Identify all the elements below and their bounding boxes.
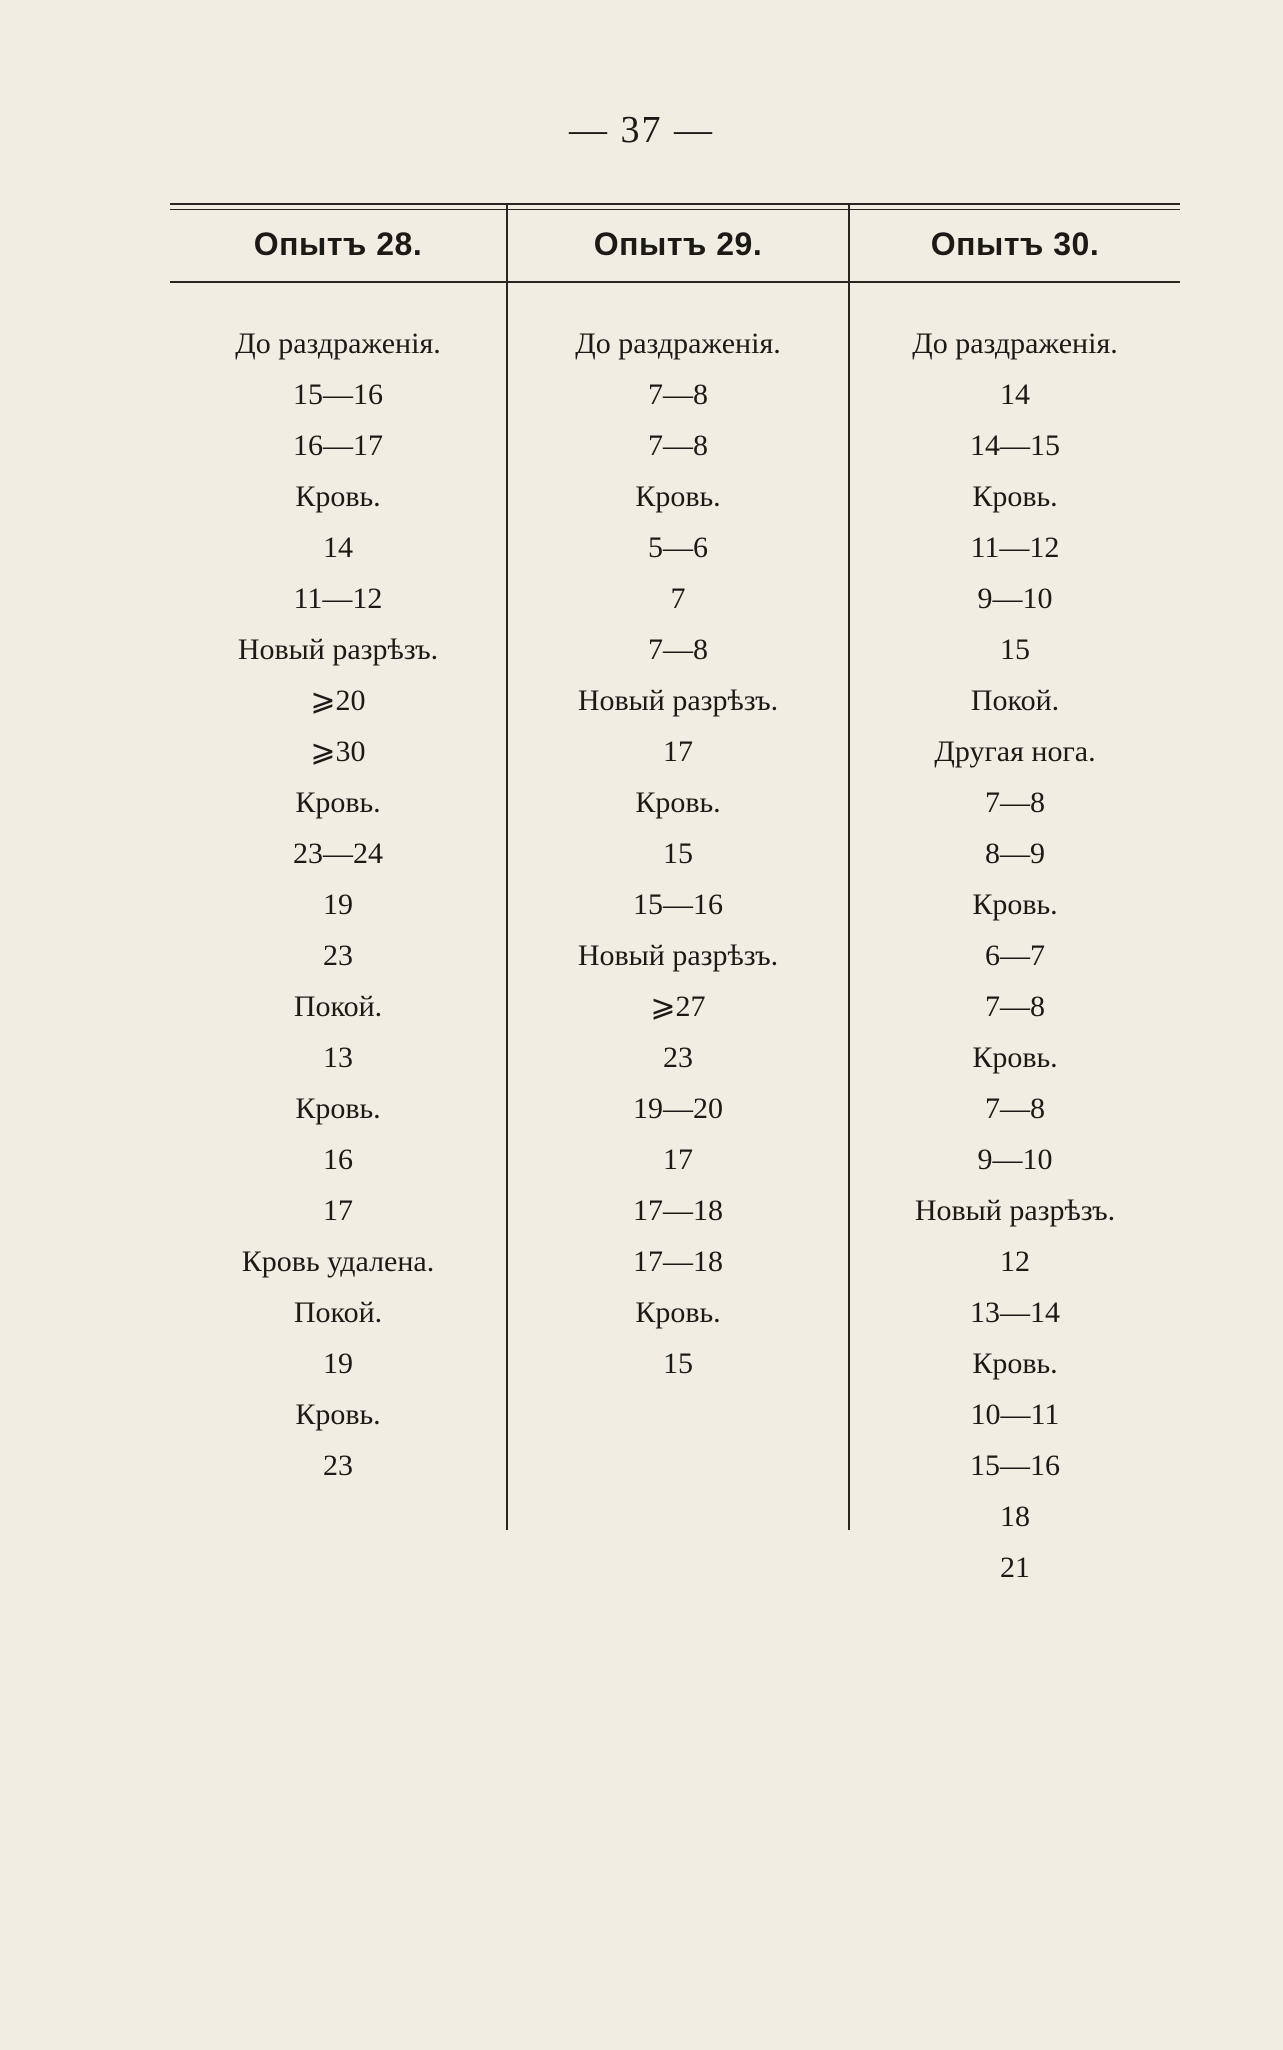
table-cell: Кровь.: [972, 888, 1058, 921]
table-cell: 15—16: [293, 378, 383, 411]
table-cell: 14: [323, 531, 353, 564]
table-cell: Кровь.: [295, 786, 381, 819]
table-cell: Новый разрѣзъ.: [577, 684, 779, 717]
table-cell: Кровь.: [295, 1398, 381, 1431]
table-cell: 17—18: [633, 1194, 723, 1227]
table-cell: Кровь.: [635, 786, 721, 819]
table-cell: Новый разрѣзъ.: [577, 939, 779, 972]
table-cell: 17: [323, 1194, 353, 1227]
table-cell: 18: [1000, 1500, 1030, 1533]
table-cell: Новый разрѣзъ.: [237, 633, 439, 666]
table-cell: ⩾20: [310, 684, 366, 717]
table-cell: 14: [1000, 378, 1030, 411]
table-cell: 9—10: [977, 582, 1053, 615]
table-cell: ⩾27: [650, 990, 706, 1023]
table-cell: 7—8: [648, 429, 708, 462]
table-cell: 23: [663, 1041, 693, 1074]
table-header-rule: [170, 281, 1180, 283]
table-cell: 13: [323, 1041, 353, 1074]
page-number: — 37 —: [569, 109, 714, 151]
table-cell: До раздраженія.: [235, 327, 441, 360]
table-cell: 7—8: [985, 1092, 1045, 1125]
table-cell: 15: [663, 837, 693, 870]
table-cell: Кровь.: [972, 1041, 1058, 1074]
table-cell: До раздраженія.: [912, 327, 1118, 360]
table-cell: 11—12: [293, 582, 383, 615]
table-cell: 15: [663, 1347, 693, 1380]
table-cell: 8—9: [985, 837, 1045, 870]
table-cell: 7—8: [648, 633, 708, 666]
column-experiment-30: [850, 318, 1180, 1593]
table-cell: Кровь.: [635, 1296, 721, 1329]
table-cell: Покой.: [293, 990, 383, 1023]
table-cell: 12: [1000, 1245, 1030, 1278]
table-cell: 15—16: [970, 1449, 1060, 1482]
header-experiment-29: Опытъ 29.: [593, 226, 763, 262]
table-cell: 13—14: [970, 1296, 1060, 1329]
table-cell: 23—24: [293, 837, 383, 870]
table-cell: 23: [323, 1449, 353, 1482]
table-cell: 11—12: [970, 531, 1060, 564]
header-experiment-28: Опытъ 28.: [253, 226, 423, 262]
table-cell: Кровь.: [972, 1347, 1058, 1380]
table-cell: 10—11: [970, 1398, 1060, 1431]
table-cell: Кровь удалена.: [241, 1245, 435, 1278]
table-cell: 17: [663, 1143, 693, 1176]
table-cell: Покой.: [293, 1296, 383, 1329]
table-cell: ⩾30: [310, 735, 366, 768]
table-cell: 17—18: [633, 1245, 723, 1278]
table-cell: До раздраженія.: [575, 327, 781, 360]
table-cell: 7—8: [648, 378, 708, 411]
column-experiment-29: [508, 318, 848, 1389]
table-cell: Кровь.: [295, 1092, 381, 1125]
table-cell: 19: [323, 1347, 353, 1380]
header-experiment-30: Опытъ 30.: [930, 226, 1100, 262]
table-cell: Другая нога.: [934, 735, 1096, 768]
table-cell: 19—20: [633, 1092, 723, 1125]
column-experiment-28: [170, 318, 506, 1491]
table-cell: 5—6: [648, 531, 708, 564]
table-cell: 17: [663, 735, 693, 768]
table-cell: 16: [323, 1143, 353, 1176]
table-cell: 23: [323, 939, 353, 972]
table-cell: 7—8: [985, 786, 1045, 819]
table-cell: 15: [1000, 633, 1030, 666]
table-cell: 9—10: [977, 1143, 1053, 1176]
table-top-rule-thin: [170, 209, 1180, 210]
table-cell: 21: [1000, 1551, 1030, 1584]
table-cell: 15—16: [633, 888, 723, 921]
table-cell: 19: [323, 888, 353, 921]
table-cell: 14—15: [970, 429, 1060, 462]
table-cell: Кровь.: [972, 480, 1058, 513]
table-cell: Новый разрѣзъ.: [914, 1194, 1116, 1227]
table-cell: Кровь.: [635, 480, 721, 513]
table-cell: Покой.: [970, 684, 1060, 717]
table-cell: 16—17: [293, 429, 383, 462]
table-top-rule: [170, 203, 1180, 205]
table-cell: 6—7: [985, 939, 1045, 972]
table-cell: Кровь.: [295, 480, 381, 513]
table-cell: 7: [670, 582, 686, 615]
table-cell: 7—8: [985, 990, 1045, 1023]
